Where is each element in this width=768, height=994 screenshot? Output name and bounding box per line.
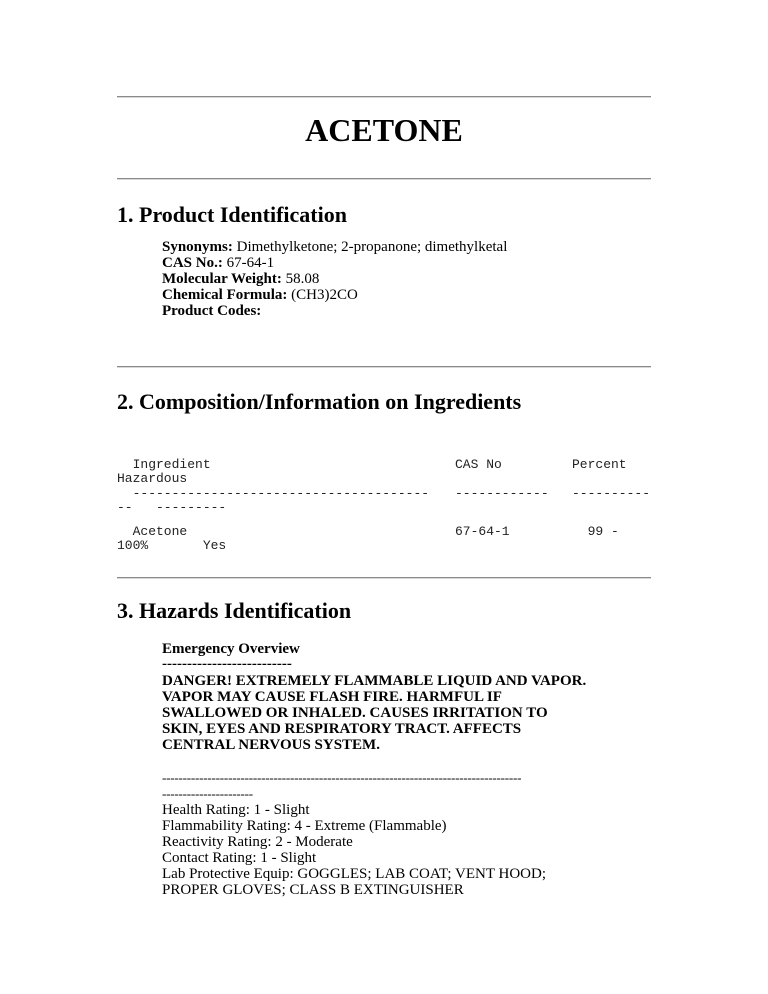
field-label: Product Codes: xyxy=(162,303,262,319)
section-1-heading: 1. Product Identification xyxy=(117,202,347,227)
percent-hazardous-cell: 100% Yes xyxy=(117,538,227,553)
warning-line: DANGER! EXTREMELY FLAMMABLE LIQUID AND VAPOR. xyxy=(162,673,587,689)
cas-cell: 67-64-1 xyxy=(455,524,510,539)
contact-rating: Contact Rating: 1 - Slight xyxy=(162,850,317,866)
separator-dashes: ---------------------- xyxy=(162,786,253,801)
section-3-heading: 3. Hazards Identification xyxy=(117,598,352,623)
synonyms-field xyxy=(162,239,507,255)
field-value: Dimethylketone; 2-propanone; dimethylketal xyxy=(232,239,508,255)
separator-dashes: --------------------------------------------------------------------------------------- xyxy=(162,770,522,785)
page-title: ACETONE xyxy=(305,112,463,148)
warning-line: CENTRAL NERVOUS SYSTEM. xyxy=(162,737,380,753)
field-label: Synonyms: xyxy=(162,239,233,255)
molecular-weight-field xyxy=(162,271,319,287)
section-1-rule xyxy=(117,366,651,368)
field-label: CAS No.: xyxy=(162,255,223,271)
field-value: (CH3)2CO xyxy=(287,287,358,303)
ingredient-header: Ingredient xyxy=(117,457,211,472)
field-value: 67-64-1 xyxy=(222,255,275,271)
title-rule xyxy=(117,178,651,180)
lab-protective-equip-cont: PROPER GLOVES; CLASS B EXTINGUISHER xyxy=(162,882,464,898)
top-rule xyxy=(117,96,651,98)
overview-dashes: -------------------------- xyxy=(162,656,292,672)
warning-line: SKIN, EYES AND RESPIRATORY TRACT. AFFECTS xyxy=(162,721,522,737)
cas-no-field xyxy=(162,255,274,271)
section-2-heading: 2. Composition/Information on Ingredients xyxy=(117,389,522,414)
ingredient-dashes: -------------------------------------- xyxy=(117,486,430,501)
section-2-rule xyxy=(117,577,651,579)
percent-header: Percent xyxy=(572,457,627,472)
warning-line: SWALLOWED OR INHALED. CAUSES IRRITATION TO xyxy=(162,705,548,721)
flammability-rating: Flammability Rating: 4 - Extreme (Flammable) xyxy=(162,818,447,834)
hazardous-header: Hazardous xyxy=(117,471,188,486)
overview-title: Emergency Overview xyxy=(162,641,300,657)
cas-header: CAS No xyxy=(455,457,502,472)
percent-cell: 99 - xyxy=(572,524,619,539)
product-codes-field xyxy=(162,303,261,319)
chemical-formula-field xyxy=(162,287,358,303)
field-label: Molecular Weight: xyxy=(162,271,282,287)
cas-dashes: ------------ xyxy=(455,486,549,501)
lab-protective-equip: Lab Protective Equip: GOGGLES; LAB COAT; VENT HOOD; xyxy=(162,866,547,882)
field-label: Chemical Formula: xyxy=(162,287,288,303)
field-value: 58.08 xyxy=(281,271,320,287)
reactivity-rating: Reactivity Rating: 2 - Moderate xyxy=(162,834,353,850)
hazardous-dashes: -- --------- xyxy=(117,500,227,515)
ingredient-cell: Acetone xyxy=(117,524,188,539)
health-rating: Health Rating: 1 - Slight xyxy=(162,802,310,818)
warning-line: VAPOR MAY CAUSE FLASH FIRE. HARMFUL IF xyxy=(162,689,502,705)
percent-dashes: ---------- xyxy=(572,486,651,501)
